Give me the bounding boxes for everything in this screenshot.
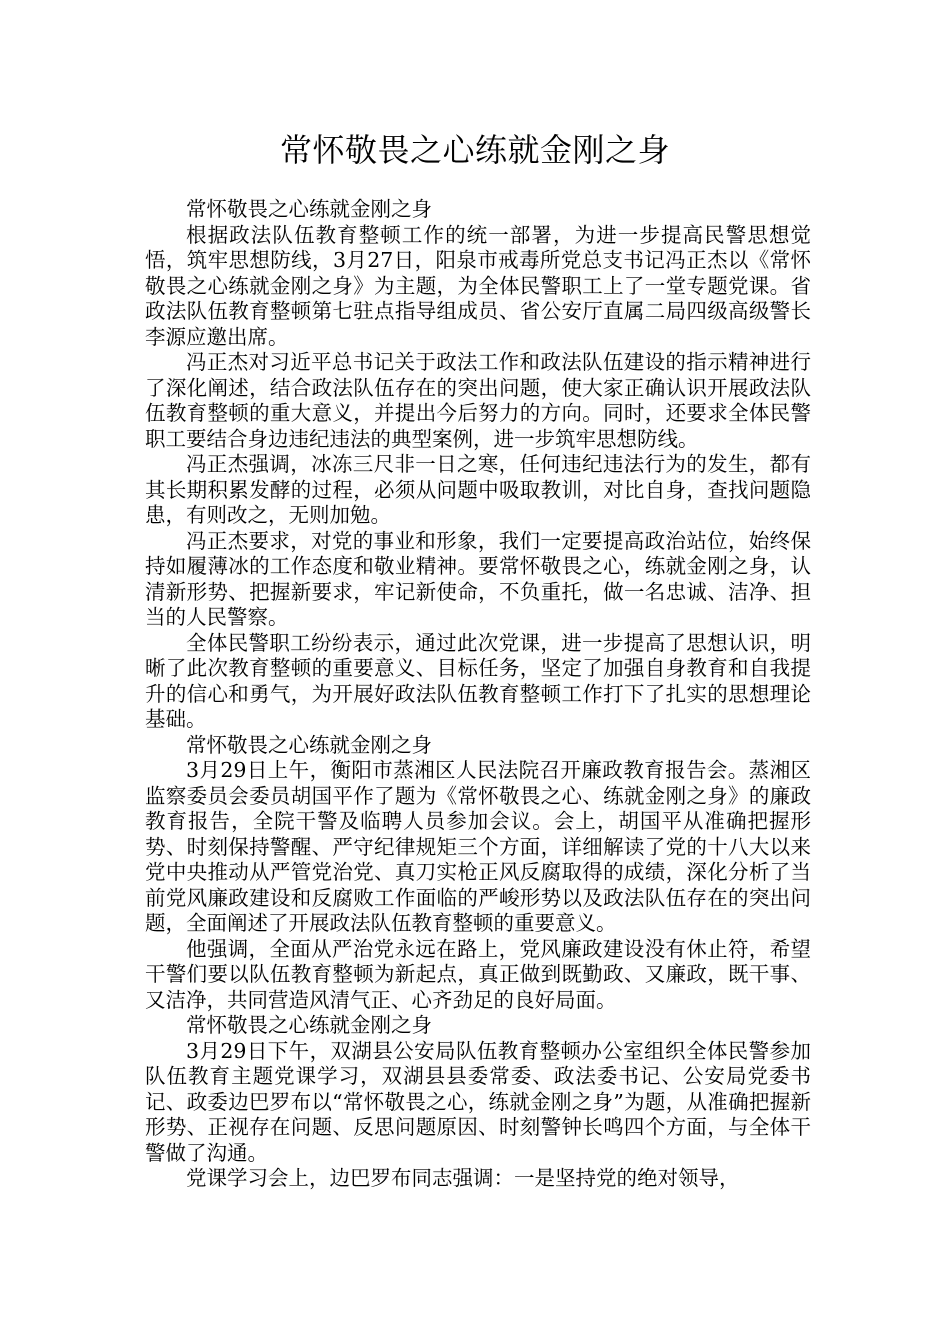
document-body xyxy=(145,197,811,1192)
paragraph: 党课学习会上，边巴罗布同志强调：一是坚持党的绝对领导， xyxy=(186,1166,740,1190)
paragraph: 根据政法队伍教育整顿工作的统一部署，为进一步提高民警思想觉悟，筑牢思想防线，3月27日，阳泉市戒毒所党总支书记冯正杰以《常怀敬畏之心练就金刚之身》为主题，为全体民警职工上了一堂专题党课。省政法队伍教育整顿第七驻点指导组成员、省公安厅直属二局四级高级警长李源应邀出席。 xyxy=(145,222,811,349)
section-heading: 常怀敬畏之心练就金刚之身 xyxy=(186,732,432,757)
paragraph: 冯正杰要求，对党的事业和形象，我们一定要提高政治站位，始终保持如履薄冰的工作态度和敬业精神。要常怀敬畏之心，练就金刚之身，认清新形势、把握新要求，牢记新使命，不负重托，做一名忠诚、洁净、担当的人民警察。 xyxy=(145,528,811,629)
section-heading: 常怀敬畏之心练就金刚之身 xyxy=(186,1013,432,1037)
paragraph: 3月29日下午，双湖县公安局队伍教育整顿办公室组织全体民警参加队伍教育主题党课学习，双湖县县委常委、政法委书记、公安局党委书记、政委边巴罗布以“常怀敬畏之心，练就金刚之身”为题，从准确把握新形势、正视存在问题、反思问题原因、时刻警钟长鸣四个方面，与全体干警做了沟通。 xyxy=(145,1038,811,1165)
paragraph: 3月29日上午，衡阳市蒸湘区人民法院召开廉政教育报告会。蒸湘区监察委员会委员胡国平作了题为《常怀敬畏之心、练就金刚之身》的廉政教育报告，全院干警及临聘人员参加会议。会上，胡国平从准确把握形势、时刻保持警醒、严守纪律规矩三个方面，详细解读了党的十八大以来党中央推动从严管党治党、真刀实枪正风反腐取得的成绩，深化分析了当前党风廉政建设和反腐败工作面临的严峻形势以及政法队伍存在的突出问题，全面阐述了开展政法队伍教育整顿的重要意义。 xyxy=(145,758,811,935)
paragraph: 冯正杰对习近平总书记关于政法工作和政法队伍建设的指示精神进行了深化阐述，结合政法队伍存在的突出问题，使大家正确认识开展政法队伍教育整顿的重大意义，并提出今后努力的方向。同时，还要求全体民警职工要结合身边违纪违法的典型案例，进一步筑牢思想防线。 xyxy=(145,350,811,451)
paragraph: 全体民警职工纷纷表示，通过此次党课，进一步提高了思想认识，明晰了此次教育整顿的重要意义、目标任务，坚定了加强自身教育和自我提升的信心和勇气，为开展好政法队伍教育整顿工作打下了扎实的思想理论基础。 xyxy=(145,630,811,731)
paragraph: 他强调，全面从严治党永远在路上，党风廉政建设没有休止符，希望干警们要以队伍教育整顿为新起点，真正做到既勤政、又廉政，既干事、又洁净，共同营造风清气正、心齐劲足的良好局面。 xyxy=(145,936,811,1012)
document-title: 常怀敬畏之心练就金刚之身 xyxy=(279,131,670,169)
paragraph: 冯正杰强调，冰冻三尺非一日之寒，任何违纪违法行为的发生，都有其长期积累发酵的过程，必须从问题中吸取教训，对比自身，查找问题隐患，有则改之，无则加勉。 xyxy=(145,452,811,527)
section-heading: 常怀敬畏之心练就金刚之身 xyxy=(186,197,432,221)
